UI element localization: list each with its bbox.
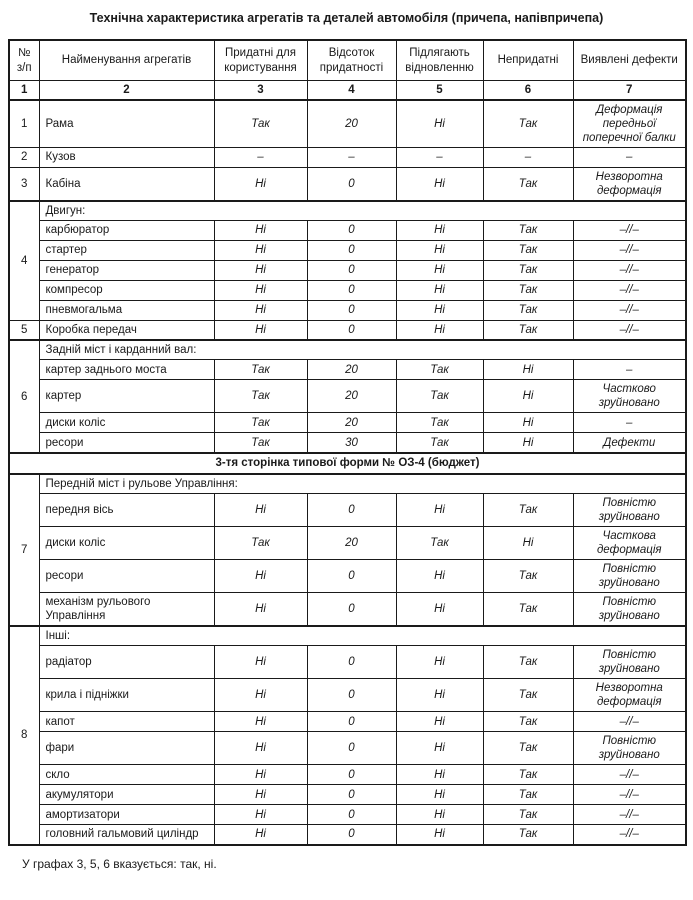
cell-value: Ні bbox=[483, 360, 573, 380]
col-header-defects: Виявлені дефекти bbox=[573, 40, 686, 80]
cell-value: 20 bbox=[307, 360, 396, 380]
cell-value: Повністю зруйновано bbox=[573, 732, 686, 765]
table-row bbox=[9, 360, 686, 380]
cell-value: 0 bbox=[307, 493, 396, 526]
item-name: ресори bbox=[39, 433, 214, 453]
cell-value: Так bbox=[483, 805, 573, 825]
cell-value: – bbox=[573, 147, 686, 167]
group-header-row bbox=[9, 626, 686, 646]
group-title: Двигун: bbox=[39, 201, 686, 221]
cell-value: 0 bbox=[307, 593, 396, 627]
cell-value: –//– bbox=[573, 805, 686, 825]
group-title: Задній міст і карданний вал: bbox=[39, 340, 686, 360]
cell-value: Так bbox=[483, 765, 573, 785]
row-number: 6 bbox=[9, 340, 39, 453]
col-index-1: 1 bbox=[9, 80, 39, 100]
table-row bbox=[9, 240, 686, 260]
cell-value: Так bbox=[483, 220, 573, 240]
item-name: фари bbox=[39, 732, 214, 765]
cell-value: Ні bbox=[396, 320, 483, 340]
cell-value: –//– bbox=[573, 280, 686, 300]
table-row bbox=[9, 380, 686, 413]
cell-value: Так bbox=[483, 593, 573, 627]
document-title: Технічна характеристика агрегатів та деталей автомобіля (причепа, напівпричепа) bbox=[89, 11, 604, 25]
item-name: стартер bbox=[39, 240, 214, 260]
cell-value: Ні bbox=[396, 220, 483, 240]
cell-value: 30 bbox=[307, 433, 396, 453]
cell-value: 0 bbox=[307, 646, 396, 679]
col-header-usable: Придатні для користування bbox=[214, 40, 307, 80]
cell-value: Ні bbox=[396, 732, 483, 765]
table-row bbox=[9, 433, 686, 453]
item-name: ресори bbox=[39, 559, 214, 592]
cell-value: 0 bbox=[307, 732, 396, 765]
cell-value: – bbox=[483, 147, 573, 167]
item-name: акумулятори bbox=[39, 785, 214, 805]
cell-value: Ні bbox=[396, 280, 483, 300]
table-row bbox=[9, 805, 686, 825]
group-header-row bbox=[9, 201, 686, 221]
cell-value: Так bbox=[483, 240, 573, 260]
cell-value: Ні bbox=[396, 260, 483, 280]
row-number: 4 bbox=[9, 201, 39, 321]
cell-value: Ні bbox=[214, 559, 307, 592]
cell-value: Ні bbox=[396, 646, 483, 679]
cell-value: –//– bbox=[573, 300, 686, 320]
main-table bbox=[8, 39, 687, 845]
table-row bbox=[9, 646, 686, 679]
col-index-6: 6 bbox=[483, 80, 573, 100]
column-index-row bbox=[9, 80, 686, 100]
cell-value: Ні bbox=[396, 785, 483, 805]
cell-value: Часткова деформація bbox=[573, 526, 686, 559]
cell-value: Ні bbox=[214, 167, 307, 201]
cell-value: Ні bbox=[214, 260, 307, 280]
cell-value: Ні bbox=[214, 765, 307, 785]
cell-value: 0 bbox=[307, 785, 396, 805]
cell-value: 0 bbox=[307, 220, 396, 240]
cell-value: – bbox=[573, 360, 686, 380]
cell-value: Так bbox=[483, 732, 573, 765]
item-name: компресор bbox=[39, 280, 214, 300]
table-row bbox=[9, 526, 686, 559]
item-name: скло bbox=[39, 765, 214, 785]
cell-value: Так bbox=[396, 380, 483, 413]
table-row bbox=[9, 147, 686, 167]
cell-value: –//– bbox=[573, 240, 686, 260]
cell-value: 0 bbox=[307, 765, 396, 785]
cell-value: Незворотна деформація bbox=[573, 167, 686, 201]
cell-value: Ні bbox=[396, 493, 483, 526]
section-label: 3-тя сторінка типової форми № ОЗ-4 (бюджет) bbox=[9, 453, 686, 474]
row-number: 1 bbox=[9, 100, 39, 148]
cell-value: Повністю зруйновано bbox=[573, 559, 686, 592]
group-header-row bbox=[9, 340, 686, 360]
cell-value: Так bbox=[214, 413, 307, 433]
cell-value: Так bbox=[483, 785, 573, 805]
cell-value: 0 bbox=[307, 825, 396, 845]
header-row bbox=[9, 40, 686, 80]
cell-value: Ні bbox=[396, 825, 483, 845]
table-row bbox=[9, 825, 686, 845]
cell-value: Ні bbox=[396, 593, 483, 627]
row-number: 3 bbox=[9, 167, 39, 201]
cell-value: Так bbox=[483, 280, 573, 300]
cell-value: 20 bbox=[307, 380, 396, 413]
col-header-name: Найменування агрегатів bbox=[39, 40, 214, 80]
footer-note: У графах 3, 5, 6 вказується: так, ні. bbox=[22, 856, 217, 871]
item-name: капот bbox=[39, 712, 214, 732]
item-name: механізм рульового Управління bbox=[39, 593, 214, 627]
cell-value: – bbox=[396, 147, 483, 167]
cell-value: Ні bbox=[396, 240, 483, 260]
section-divider-row bbox=[9, 453, 686, 474]
cell-value: –//– bbox=[573, 220, 686, 240]
cell-value: Ні bbox=[214, 220, 307, 240]
cell-value: 20 bbox=[307, 526, 396, 559]
cell-value: –//– bbox=[573, 785, 686, 805]
cell-value: Частково зруйновано bbox=[573, 380, 686, 413]
cell-value: Ні bbox=[214, 493, 307, 526]
cell-value: Ні bbox=[396, 167, 483, 201]
item-name: картер заднього моста bbox=[39, 360, 214, 380]
table-row bbox=[9, 320, 686, 340]
item-name: диски коліс bbox=[39, 526, 214, 559]
item-name: Кузов bbox=[39, 147, 214, 167]
table-row bbox=[9, 679, 686, 712]
row-number: 7 bbox=[9, 474, 39, 626]
col-index-5: 5 bbox=[396, 80, 483, 100]
cell-value: Незворотна деформація bbox=[573, 679, 686, 712]
cell-value: Так bbox=[483, 260, 573, 280]
item-name: головний гальмовий циліндр bbox=[39, 825, 214, 845]
cell-value: Так bbox=[396, 526, 483, 559]
group-header-row bbox=[9, 474, 686, 494]
cell-value: Ні bbox=[214, 280, 307, 300]
cell-value: –//– bbox=[573, 712, 686, 732]
cell-value: Ні bbox=[483, 413, 573, 433]
table-row bbox=[9, 765, 686, 785]
table-row bbox=[9, 785, 686, 805]
cell-value: Ні bbox=[214, 732, 307, 765]
cell-value: Ні bbox=[396, 300, 483, 320]
cell-value: Так bbox=[483, 493, 573, 526]
cell-value: Повністю зруйновано bbox=[573, 493, 686, 526]
cell-value: 0 bbox=[307, 679, 396, 712]
cell-value: Деформація передньої поперечної балки bbox=[573, 100, 686, 148]
item-name: картер bbox=[39, 380, 214, 413]
table-row bbox=[9, 493, 686, 526]
item-name: пневмогальма bbox=[39, 300, 214, 320]
item-name: Кабіна bbox=[39, 167, 214, 201]
cell-value: Так bbox=[483, 679, 573, 712]
cell-value: Ні bbox=[214, 240, 307, 260]
cell-value: Так bbox=[214, 360, 307, 380]
table-row bbox=[9, 300, 686, 320]
cell-value: Так bbox=[483, 712, 573, 732]
col-header-unusable: Непридатні bbox=[483, 40, 573, 80]
cell-value: 20 bbox=[307, 413, 396, 433]
table-row bbox=[9, 100, 686, 148]
col-header-percent: Відсоток придатності bbox=[307, 40, 396, 80]
item-name: генератор bbox=[39, 260, 214, 280]
cell-value: 0 bbox=[307, 167, 396, 201]
cell-value: Ні bbox=[396, 559, 483, 592]
col-index-2: 2 bbox=[39, 80, 214, 100]
cell-value: – bbox=[214, 147, 307, 167]
cell-value: Ні bbox=[396, 679, 483, 712]
cell-value: Повністю зруйновано bbox=[573, 646, 686, 679]
cell-value: Ні bbox=[483, 526, 573, 559]
cell-value: Так bbox=[483, 559, 573, 592]
cell-value: Так bbox=[396, 360, 483, 380]
col-index-4: 4 bbox=[307, 80, 396, 100]
item-name: диски коліс bbox=[39, 413, 214, 433]
cell-value: –//– bbox=[573, 765, 686, 785]
item-name: Коробка передач bbox=[39, 320, 214, 340]
cell-value: 0 bbox=[307, 805, 396, 825]
item-name: радіатор bbox=[39, 646, 214, 679]
table-row bbox=[9, 732, 686, 765]
cell-value: Ні bbox=[396, 765, 483, 785]
item-name: Рама bbox=[39, 100, 214, 148]
cell-value: Ні bbox=[483, 380, 573, 413]
table-row bbox=[9, 280, 686, 300]
cell-value: –//– bbox=[573, 825, 686, 845]
group-title: Передній міст і рульове Управління: bbox=[39, 474, 686, 494]
item-name: передня вісь bbox=[39, 493, 214, 526]
cell-value: Так bbox=[214, 380, 307, 413]
table-row bbox=[9, 220, 686, 240]
group-title: Інші: bbox=[39, 626, 686, 646]
cell-value: 0 bbox=[307, 240, 396, 260]
cell-value: Так bbox=[214, 433, 307, 453]
row-number: 5 bbox=[9, 320, 39, 340]
cell-value: Так bbox=[214, 526, 307, 559]
cell-value: Ні bbox=[214, 712, 307, 732]
cell-value: Ні bbox=[396, 100, 483, 148]
item-name: крила і підніжки bbox=[39, 679, 214, 712]
col-header-restorable: Підлягають відновленню bbox=[396, 40, 483, 80]
cell-value: Ні bbox=[214, 805, 307, 825]
row-number: 2 bbox=[9, 147, 39, 167]
cell-value: Ні bbox=[214, 320, 307, 340]
table-row bbox=[9, 413, 686, 433]
cell-value: Так bbox=[483, 646, 573, 679]
row-number: 8 bbox=[9, 626, 39, 845]
cell-value: 0 bbox=[307, 712, 396, 732]
table-row bbox=[9, 167, 686, 201]
cell-value: Повністю зруйновано bbox=[573, 593, 686, 627]
table-row bbox=[9, 559, 686, 592]
cell-value: Так bbox=[396, 413, 483, 433]
table-row bbox=[9, 260, 686, 280]
cell-value: Дефекти bbox=[573, 433, 686, 453]
cell-value: 0 bbox=[307, 260, 396, 280]
cell-value: Так bbox=[483, 300, 573, 320]
cell-value: Ні bbox=[396, 712, 483, 732]
cell-value: 20 bbox=[307, 100, 396, 148]
table-body bbox=[9, 100, 686, 845]
cell-value: –//– bbox=[573, 320, 686, 340]
cell-value: Ні bbox=[483, 433, 573, 453]
cell-value: Так bbox=[483, 167, 573, 201]
table-header bbox=[9, 40, 686, 100]
cell-value: Ні bbox=[214, 825, 307, 845]
cell-value: Ні bbox=[214, 646, 307, 679]
cell-value: Так bbox=[396, 433, 483, 453]
table-row bbox=[9, 593, 686, 627]
cell-value: 0 bbox=[307, 559, 396, 592]
cell-value: Так bbox=[483, 320, 573, 340]
item-name: амортизатори bbox=[39, 805, 214, 825]
cell-value: – bbox=[573, 413, 686, 433]
table-row bbox=[9, 712, 686, 732]
cell-value: Ні bbox=[214, 785, 307, 805]
col-index-3: 3 bbox=[214, 80, 307, 100]
cell-value: Ні bbox=[396, 805, 483, 825]
cell-value: 0 bbox=[307, 320, 396, 340]
item-name: карбюратор bbox=[39, 220, 214, 240]
cell-value: Так bbox=[483, 100, 573, 148]
cell-value: – bbox=[307, 147, 396, 167]
cell-value: 0 bbox=[307, 280, 396, 300]
cell-value: 0 bbox=[307, 300, 396, 320]
cell-value: Так bbox=[214, 100, 307, 148]
cell-value: –//– bbox=[573, 260, 686, 280]
cell-value: Ні bbox=[214, 593, 307, 627]
col-header-num: № з/п bbox=[9, 40, 39, 80]
cell-value: Так bbox=[483, 825, 573, 845]
cell-value: Ні bbox=[214, 300, 307, 320]
col-index-7: 7 bbox=[573, 80, 686, 100]
cell-value: Ні bbox=[214, 679, 307, 712]
